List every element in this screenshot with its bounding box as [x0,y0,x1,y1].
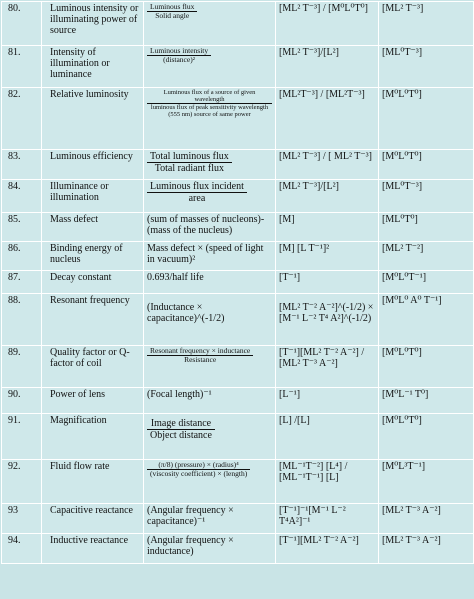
formula-numerator: Luminous flux [147,3,197,12]
formula-numerator: Luminous intensity [147,47,211,56]
formula-fraction [147,47,211,64]
formula-cell [144,2,276,46]
formula-cell [144,88,276,150]
quantity-name: Relative luminosity [42,88,144,150]
formula-denominator: Object distance [150,430,212,441]
quantity-name: Inductive reactance [42,534,144,564]
quantity-name: Intensity of illumination or luminance [42,46,144,88]
formula-numerator: Resonant frequency × inductance [147,347,253,356]
formula-fraction [147,461,250,478]
formula-fraction [147,3,197,20]
dimensional-formula: [M⁰L⁰T⁰] [379,150,474,180]
table-row [2,294,474,346]
formula-denominator: Resistance [184,355,217,364]
formula-numerator: Luminous flux incident [147,181,247,193]
dimension-cell: [T⁻¹]⁻¹[M⁻¹ L⁻² T⁴A²]⁻¹ [276,504,379,534]
dimension-cell: [T⁻¹] [276,271,379,294]
dimension-cell: [T⁻¹][ML² T⁻² A⁻²] [276,534,379,564]
quantity-name: Capacitive reactance [42,504,144,534]
dimension-cell: [ML² T⁻³] / [M⁰L⁰T⁰] [276,2,379,46]
dimensional-formula: [ML² T⁻³ A⁻²] [379,504,474,534]
table-row [2,213,474,242]
quantity-name: Illuminance or illumination [42,180,144,213]
row-number: 83. [2,150,42,180]
quantity-name: Magnification [42,414,144,460]
dimensional-formula: [M⁰L³T⁻¹] [379,460,474,504]
table-row [2,180,474,213]
formula-table [1,1,474,564]
dimensional-formula: [ML⁰T⁻³] [379,180,474,213]
quantity-name: Quality factor or Q-factor of coil [42,346,144,388]
dimension-cell: [ML⁻¹T⁻²] [L⁴] / [ML⁻¹T⁻¹] [L] [276,460,379,504]
table-row [2,504,474,534]
quantity-name: Binding energy of nucleus [42,242,144,271]
dimensional-formula: [ML² T⁻³] [379,2,474,46]
table-row [2,271,474,294]
dimension-cell: [L⁻¹] [276,388,379,414]
formula-cell: (sum of masses of nucleons)-(mass of the nucleus) [144,213,276,242]
formula-cell: Mass defect × (speed of light in vacuum)² [144,242,276,271]
quantity-name: Decay constant [42,271,144,294]
table-row [2,534,474,564]
formula-numerator: Luminous flux of a source of given wavelength [147,89,272,104]
formula-numerator: Image distance [147,418,215,430]
formula-cell: (Angular frequency × inductance) [144,534,276,564]
formula-denominator: Solid angle [155,11,190,20]
row-number: 86. [2,242,42,271]
formula-denominator: (viscosity coefficient) × (length) [150,469,248,478]
formula-cell: 0.693/half life [144,271,276,294]
dimensional-formula: [ML² T⁻²] [379,242,474,271]
formula-cell [144,180,276,213]
dimensional-formula: [M⁰L⁰T⁰] [379,346,474,388]
formula-cell: (Focal length)⁻¹ [144,388,276,414]
dimension-cell: [M] [L T⁻¹]² [276,242,379,271]
row-number: 81. [2,46,42,88]
formula-fraction [147,181,247,204]
dimension-cell: [M] [276,213,379,242]
row-number: 80. [2,2,42,46]
formula-denominator: luminous flux of peak sensitivity wavelength (555 nm) source of same power [150,104,269,118]
table-row [2,414,474,460]
dimensional-formula: [ML⁰T⁰] [379,213,474,242]
quantity-name: Luminous efficiency [42,150,144,180]
quantity-name: Mass defect [42,213,144,242]
formula-denominator: area [188,193,206,204]
formula-fraction [147,89,272,118]
dimension-cell: [L] /[L] [276,414,379,460]
row-number: 93 [2,504,42,534]
dimension-cell: [ML² T⁻³]/[L²] [276,46,379,88]
row-number: 85. [2,213,42,242]
formula-numerator: Total luminous flux [147,151,232,163]
table-row [2,150,474,180]
quantity-name: Resonant frequency [42,294,144,346]
row-number: 88. [2,294,42,346]
dimensional-formula: [M⁰L⁰T⁰] [379,414,474,460]
row-number: 92. [2,460,42,504]
dimensional-formula: [M⁰L⁻¹ T⁰] [379,388,474,414]
table-row [2,2,474,46]
row-number: 91. [2,414,42,460]
dimension-cell: [ML² T⁻² A⁻²]^(-1/2) × [M⁻¹ L⁻² T⁴ A²]^(-1/2) [276,294,379,346]
dimensional-formula: [M⁰L⁰ A⁰ T⁻¹] [379,294,474,346]
formula-denominator: Total radiant flux [154,163,225,174]
formula-cell [144,460,276,504]
dimensional-formula: [M⁰L⁰T⁰] [379,88,474,150]
dimensional-formula: [ML⁰T⁻³] [379,46,474,88]
table-row [2,46,474,88]
formula-fraction [147,151,232,174]
table-row [2,242,474,271]
row-number: 90. [2,388,42,414]
quantity-name: Fluid flow rate [42,460,144,504]
formula-numerator: (π/8) (pressure) × (radius)⁴ [147,461,250,470]
formula-cell [144,346,276,388]
formula-cell: (Angular frequency × capacitance)⁻¹ [144,504,276,534]
formula-cell [144,150,276,180]
row-number: 84. [2,180,42,213]
quantity-name: Luminous intensity or illuminating power of source [42,2,144,46]
formula-denominator: (distance)² [163,55,195,64]
formula-cell [144,46,276,88]
formula-fraction [147,347,253,364]
table-row [2,346,474,388]
dimension-cell: [ML² T⁻³] / [ ML² T⁻³] [276,150,379,180]
table-row [2,388,474,414]
dimension-cell: [ML²T⁻³] / [ML²T⁻³] [276,88,379,150]
row-number: 94. [2,534,42,564]
dimensional-formula: [ML² T⁻³ A⁻²] [379,534,474,564]
formula-cell: (Inductance × capacitance)^(-1/2) [144,294,276,346]
row-number: 89. [2,346,42,388]
dimensional-formula: [M⁰L⁰T⁻¹] [379,271,474,294]
table-row [2,88,474,150]
dimension-cell: [T⁻¹][ML² T⁻² A⁻²] / [ML² T⁻³ A⁻²] [276,346,379,388]
formula-cell [144,414,276,460]
row-number: 82. [2,88,42,150]
row-number: 87. [2,271,42,294]
dimension-cell: [ML² T⁻³]/[L²] [276,180,379,213]
formula-fraction [147,418,215,441]
table-row [2,460,474,504]
quantity-name: Power of lens [42,388,144,414]
